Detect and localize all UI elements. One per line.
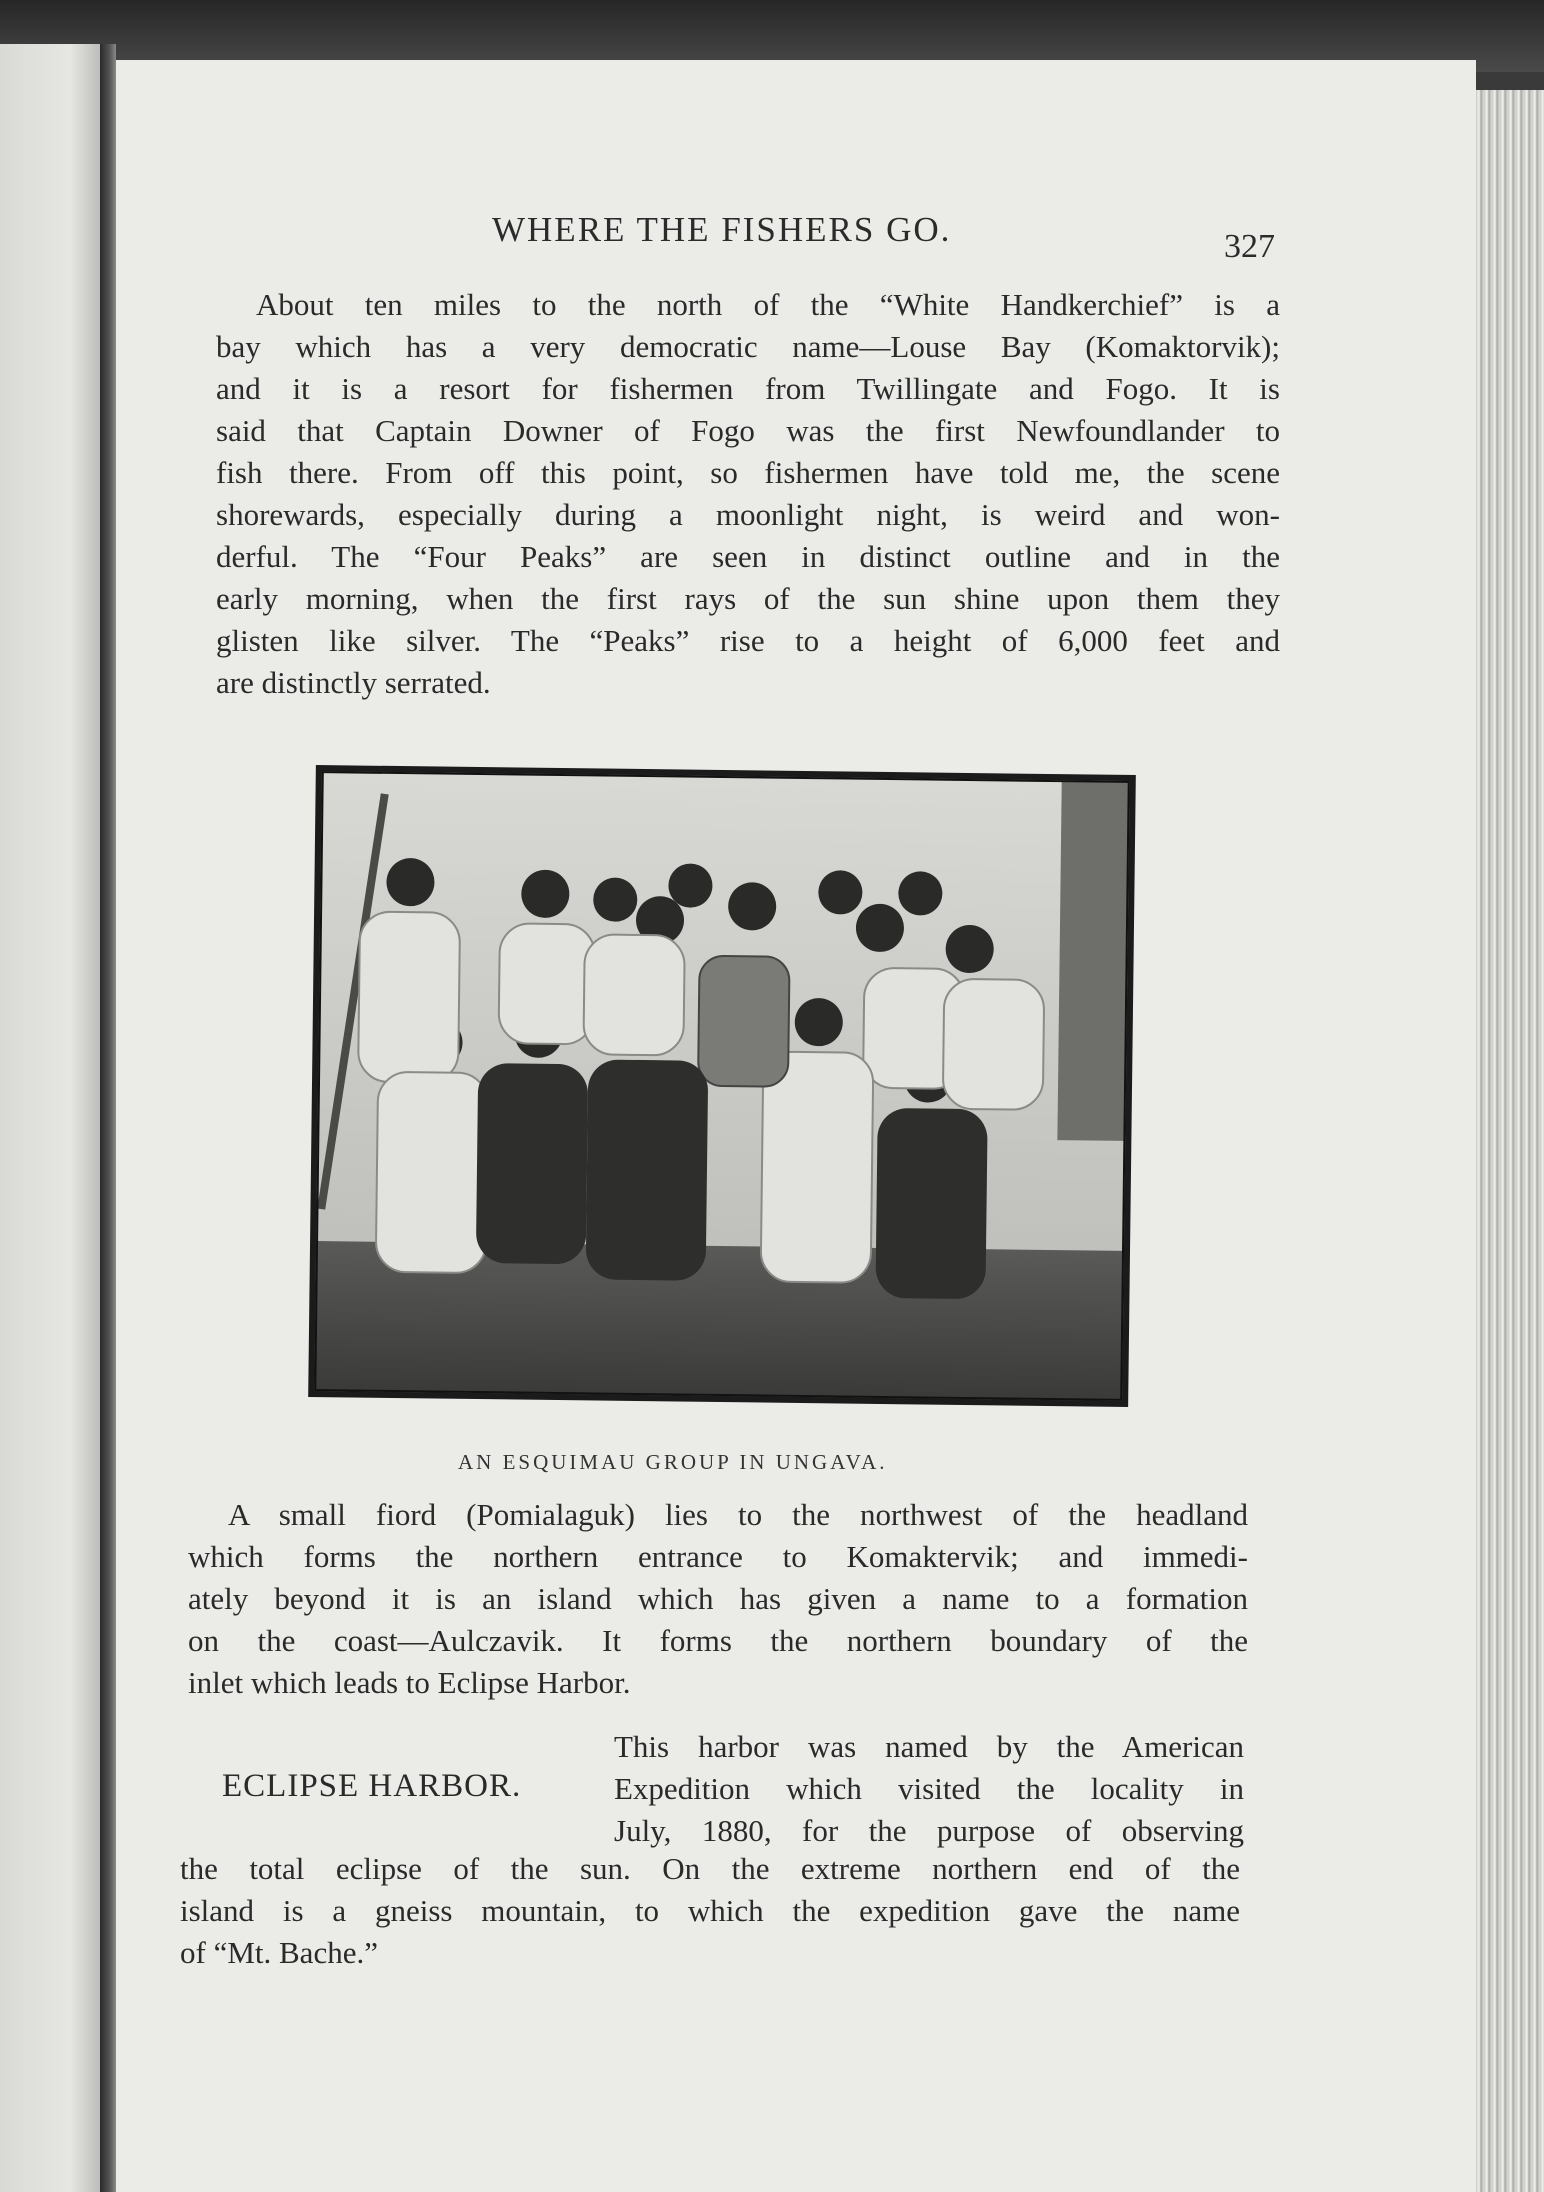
text-line: A small fiord (Pomialaguk) lies to the northwest of the headland [228, 1497, 1248, 1532]
text-line: derful. The “Four Peaks” are seen in distinct outline and in the [216, 539, 1280, 574]
paragraph-pomialaguk [188, 1494, 1248, 1704]
photo-illustration [314, 771, 1130, 1401]
text-line: early morning, when the first rays of the sun shine upon them they [216, 581, 1280, 616]
paragraph-louse-bay [216, 284, 1280, 704]
section-sidehead: ECLIPSE HARBOR. [222, 1768, 522, 1804]
text-line: said that Captain Downer of Fogo was the first Newfoundlander to [216, 413, 1280, 448]
text-line: island is a gneiss mountain, to which the expedition gave the name [180, 1893, 1240, 1928]
book-binding [100, 44, 116, 2192]
text-line: shorewards, especially during a moonlight night, is weird and won- [216, 497, 1280, 532]
page-edges [1476, 90, 1544, 2192]
sidehead-text [614, 1726, 1244, 1852]
esquimau-group-photograph [308, 765, 1136, 1407]
figure-caption: AN ESQUIMAU GROUP IN UNGAVA. [458, 1450, 888, 1474]
text-line: glisten like silver. The “Peaks” rise to a height of 6,000 feet and [216, 623, 1280, 658]
page-number: 327 [1224, 228, 1275, 265]
text-line: inlet which leads to Eclipse Harbor. [188, 1665, 631, 1700]
text-line: of “Mt. Bache.” [180, 1935, 378, 1970]
text-line: which forms the northern entrance to Komaktervik; and immedi- [188, 1539, 1248, 1574]
text-line: are distinctly serrated. [216, 665, 491, 700]
left-page-edge [0, 44, 100, 2192]
text-line: on the coast—Aulczavik. It forms the northern boundary of the [188, 1623, 1248, 1658]
text-line: the total eclipse of the sun. On the extreme northern end of the [180, 1851, 1240, 1886]
text-line: and it is a resort for fishermen from Twillingate and Fogo. It is [216, 371, 1280, 406]
text-line: This harbor was named by the American [614, 1729, 1244, 1764]
text-line: Expedition which visited the locality in [614, 1771, 1244, 1806]
paragraph-eclipse-harbor [180, 1848, 1240, 1974]
text-line: bay which has a very democratic name—Louse Bay (Komaktorvik); [216, 329, 1280, 364]
text-line: July, 1880, for the purpose of observing [614, 1813, 1244, 1848]
text-line: fish there. From off this point, so fishermen have told me, the scene [216, 455, 1280, 490]
text-line: ately beyond it is an island which has given a name to a formation [188, 1581, 1248, 1616]
text-line: About ten miles to the north of the “White Handkerchief” is a [256, 287, 1280, 322]
running-head: WHERE THE FISHERS GO. [492, 210, 952, 249]
